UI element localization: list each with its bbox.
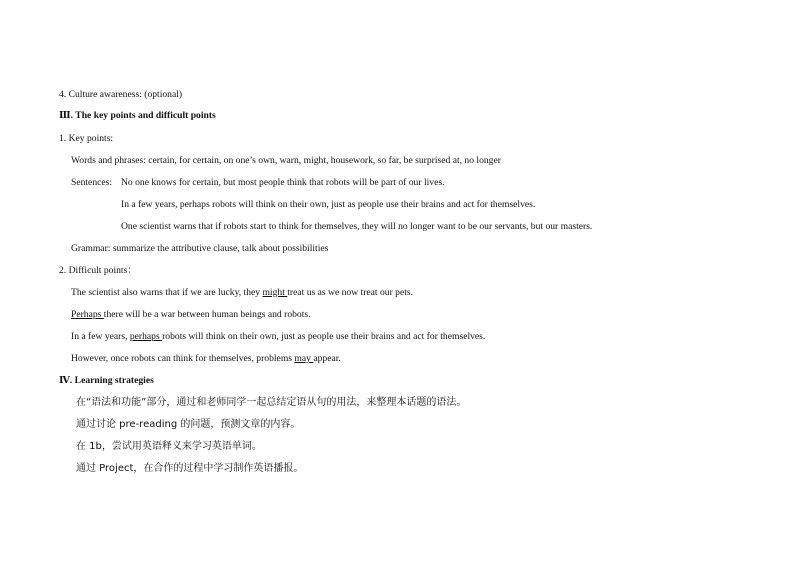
line-culture-awareness: 4. Culture awareness: (optional) xyxy=(59,89,183,100)
difficult-sentence-2 xyxy=(71,309,311,321)
ds2-underlined: Perhaps xyxy=(71,309,104,320)
heading-learning-strategies: Ⅳ. Learning strategies xyxy=(59,375,154,386)
ds4-after: appear. xyxy=(313,353,341,364)
sentences-label: Sentences: xyxy=(71,177,113,188)
ds1-after: treat us as we now treat our pets. xyxy=(287,287,414,298)
ds4-underlined: may xyxy=(294,353,314,364)
strategy-3: 在 1b，尝试用英语释义来学习英语单词。 xyxy=(76,441,262,452)
strategy-4: 通过 Project，在合作的过程中学习制作英语播报。 xyxy=(76,463,304,474)
ds3-underlined: perhaps xyxy=(129,331,163,342)
ds3-after: robots will think on their own, just as people use their brains and act for themselves. xyxy=(162,331,486,342)
sentence-3: One scientist warns that if robots start to think for themselves, they will no longer want to be our servants, but our masters. xyxy=(121,221,593,232)
sentence-2: In a few years, perhaps robots will think on their own, just as people use their brains and act for themselves. xyxy=(121,199,536,210)
words-and-phrases: Words and phrases: certain, for certain, on one’s own, warn, might, housework, so far, be surprised at, no longer xyxy=(71,155,501,166)
difficult-sentence-4 xyxy=(71,353,341,365)
strategy-1: 在“语法和功能”部分，通过和老师同学一起总结定语从句的用法，来整理本话题的语法。 xyxy=(76,397,467,408)
ds1-underlined: might xyxy=(262,287,288,298)
ds3-before: In a few years, xyxy=(71,331,130,342)
ds1-before: The scientist also warns that if we are lucky, they xyxy=(71,287,263,298)
ds4-before: However, once robots can think for themselves, problems xyxy=(71,353,295,364)
ds2-after: there will be a war between human beings and robots. xyxy=(103,309,311,320)
heading-key-points: Ⅲ. The key points and difficult points xyxy=(59,110,216,121)
difficult-sentence-3 xyxy=(71,331,485,343)
grammar-line: Grammar: summarize the attributive clause, talk about possibilities xyxy=(71,243,329,254)
strategy-2: 通过讨论 pre-reading 的问题，预测文章的内容。 xyxy=(76,419,301,430)
difficult-sentence-1 xyxy=(71,287,413,299)
label-key-points: 1. Key points: xyxy=(59,133,114,144)
sentence-1: No one knows for certain, but most people think that robots will be part of our lives. xyxy=(121,177,445,188)
label-difficult-points: 2. Difficult points： xyxy=(59,265,137,276)
